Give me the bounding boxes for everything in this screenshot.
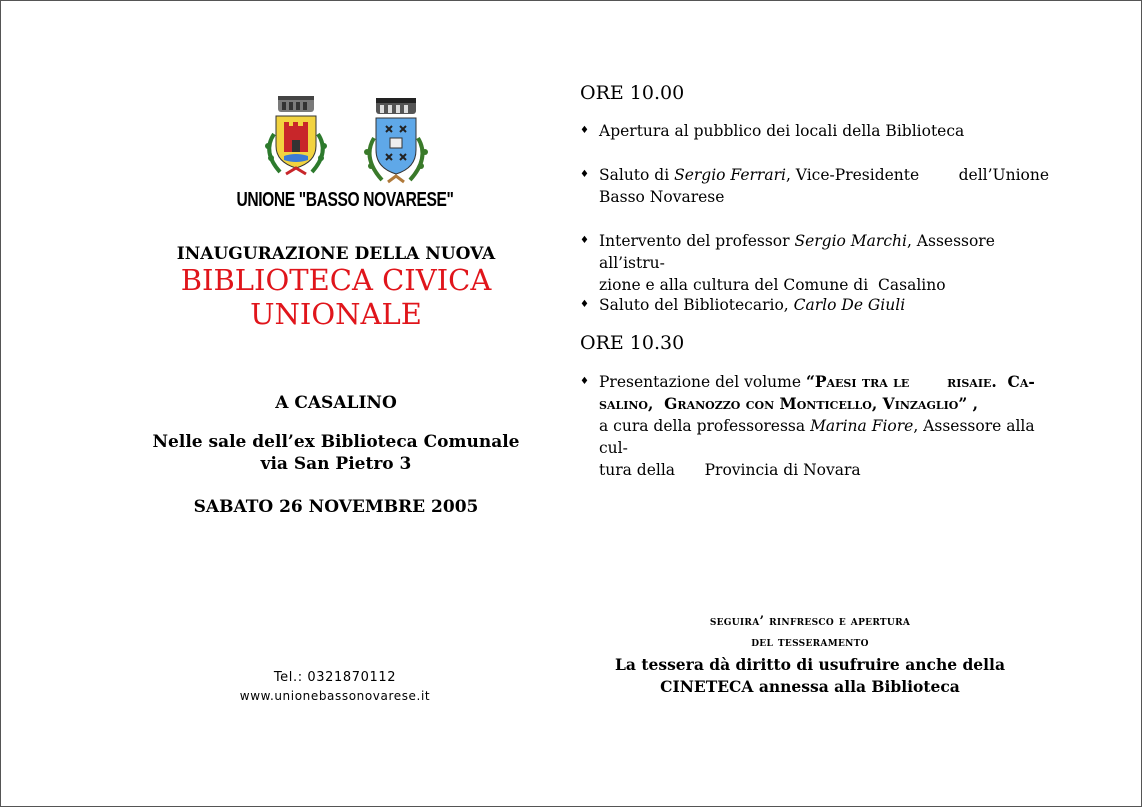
diamond-bullet-icon: ♦ — [580, 235, 589, 246]
event-date: SABATO 26 NOVEMBRE 2005 — [193, 497, 479, 517]
diamond-bullet-icon: ♦ — [580, 376, 589, 387]
book-title-line1: “Paesi tra le risaie. Ca- — [805, 372, 1035, 391]
item-2-line2: Basso Novarese — [599, 188, 725, 206]
footer-line2: del tesseramento — [751, 635, 869, 650]
program-item-5 — [580, 371, 1050, 481]
item-5-line3-post: , Assessore alla cul- — [599, 417, 1035, 457]
crest-casalino-icon — [258, 94, 334, 180]
program-item-4 — [580, 294, 1050, 316]
program-item-4-text — [599, 294, 1050, 316]
library-title-line1: BIBLIOTECA CIVICA — [180, 263, 492, 297]
book-title-line2: salino, Granozzo con Monticello, Vinzaglio” , — [599, 394, 979, 413]
program-item-1-text: Apertura al pubblico dei locali della Biblioteca — [599, 122, 965, 140]
diamond-bullet-icon: ♦ — [580, 125, 589, 136]
footer-line1: seguira’ rinfresco e apertura — [709, 614, 911, 629]
item-5-pre: Presentazione del volume — [599, 373, 806, 391]
item-5-line3-pre: a cura della professoressa — [599, 417, 811, 435]
item-4-speaker: Carlo De Giuli — [793, 296, 906, 314]
telephone: Tel.: 0321870112 — [273, 670, 397, 685]
inauguration-heading: INAUGURAZIONE DELLA NUOVA — [176, 244, 496, 264]
program-item-1 — [580, 120, 1050, 142]
crest-granozzo-icon — [358, 96, 434, 188]
program-item-3 — [580, 230, 1050, 296]
library-title-line2: UNIONALE — [250, 297, 422, 331]
item-3-pre: Intervento del professor — [599, 232, 795, 250]
town-heading: A CASALINO — [275, 393, 397, 413]
program-item-2 — [580, 164, 1050, 208]
item-2-role: , Vice-Presidente dell’Unione — [785, 166, 1050, 184]
item-3-speaker: Sergio Marchi — [794, 232, 907, 250]
item-5-speaker: Marina Fiore — [810, 417, 914, 435]
footer-line4: CINETECA annessa alla Biblioteca — [660, 677, 960, 696]
item-3-line2: zione e alla cultura del Comune di Casalino — [599, 276, 946, 294]
program-item-5-text — [599, 371, 1050, 481]
item-4-pre: Saluto del Bibliotecario, — [599, 296, 794, 314]
time-heading-1: ORE 10.00 — [580, 82, 685, 104]
venue-line2: via San Pietro 3 — [260, 454, 412, 474]
website-link[interactable]: www.unionebassonovarese.it — [239, 689, 431, 703]
venue-line1: Nelle sale dell’ex Biblioteca Comunale — [152, 432, 520, 452]
item-3-role: , Assessore all’istru- — [599, 232, 995, 272]
item-2-speaker: Sergio Ferrari — [674, 166, 786, 184]
program-item-3-text — [599, 230, 1050, 296]
diamond-bullet-icon: ♦ — [580, 299, 589, 310]
footer-line3: La tessera dà diritto di usufruire anche della — [615, 655, 1005, 674]
item-2-pre: Saluto di — [599, 166, 675, 184]
time-heading-2: ORE 10.30 — [580, 332, 685, 354]
program-item-2-text — [599, 164, 1050, 208]
item-5-line4: tura della Provincia di Novara — [599, 461, 861, 479]
diamond-bullet-icon: ♦ — [580, 169, 589, 180]
organization-name: UNIONE "BASSO NOVARESE" — [236, 189, 454, 211]
